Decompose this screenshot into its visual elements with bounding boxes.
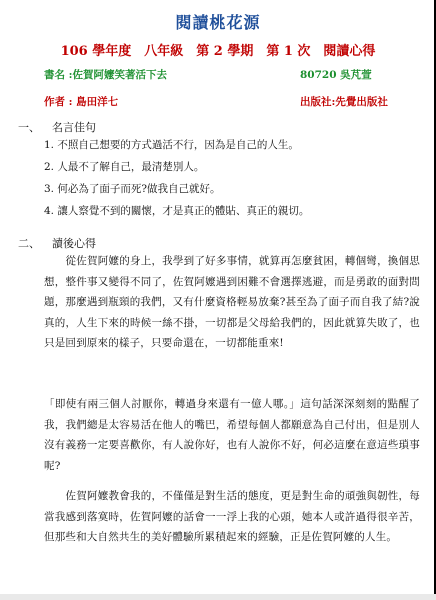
reflection-paragraph-2: 「即使有兩三個人討厭你，轉過身來還有一億人哪。」這句話深深刻刻的點醒了我，我們總是太容易活在他人的嘴巴，希望每個人都願意為自己付出，但是別人沒有義務一定要喜歡你，有人說你好，也有人說你不好，何必這麼在意這些瑣事呢? <box>44 398 420 472</box>
student-info: 80720 吳芃萱 <box>300 69 372 81</box>
publisher-info: 出版社:先覺出版社 <box>300 96 388 108</box>
page-bottom-band <box>0 594 436 600</box>
page-subtitle: 106 學年度 八年級 第 2 學期 第 1 次 閱讀心得 <box>60 44 376 59</box>
page-title: 閱讀桃花源 <box>175 13 261 32</box>
section2-heading <box>18 235 96 251</box>
author-info: 作者 : 島田洋七 <box>44 96 119 108</box>
quote-item: 1. 不照自己想要的方式過活不行，因為是自己的人生。 <box>44 139 299 151</box>
quote-item: 3. 何必為了面子而死?做我自己就好。 <box>44 183 221 195</box>
section1-heading <box>18 119 96 135</box>
section2-number: 二、 <box>18 237 40 250</box>
section1-title: 名言佳句 <box>52 121 96 134</box>
quote-item: 2. 人最不了解自己，最清楚別人。 <box>44 161 205 173</box>
quote-list <box>44 134 422 222</box>
quote-item: 4. 讓人察覺不到的關懷，才是真正的體貼、真正的親切。 <box>44 205 310 217</box>
section2-title: 讀後心得 <box>52 237 96 250</box>
book-title: 書名 :佐賀阿嬤笑著活下去 <box>44 69 168 81</box>
reflection-paragraph-3: 佐賀阿嬤教會我的，不僅僅是對生活的態度，更是對生命的頑強與韌性，每當我感到落寞時，佐賀阿嬤的話會一一浮上我的心頭，她本人或許過得很辛苦，但那些和大自然共生的美好體驗所累積起來的經驗，正是佐賀阿嬤的人生。 <box>44 490 420 543</box>
reflection-paragraph-1: 從佐賀阿嬤的身上，我學到了好多事情，就算再怎麼貧困，轉個彎，換個思想，整件事又變得不同了，佐賀阿嬤遇到困難不會選擇逃避，而是勇敢的面對問題，那麼遇到瓶頸的我們，又有什麼資格輕易放棄?甚至為了面子而自我了結?說真的，人生下來的時候一絲不掛，一切都是父母給我們的，因此就算失敗了，也只是回到原來的樣子，只要命還在，一切都能重來! <box>44 255 420 349</box>
section1-number: 一、 <box>18 121 40 134</box>
